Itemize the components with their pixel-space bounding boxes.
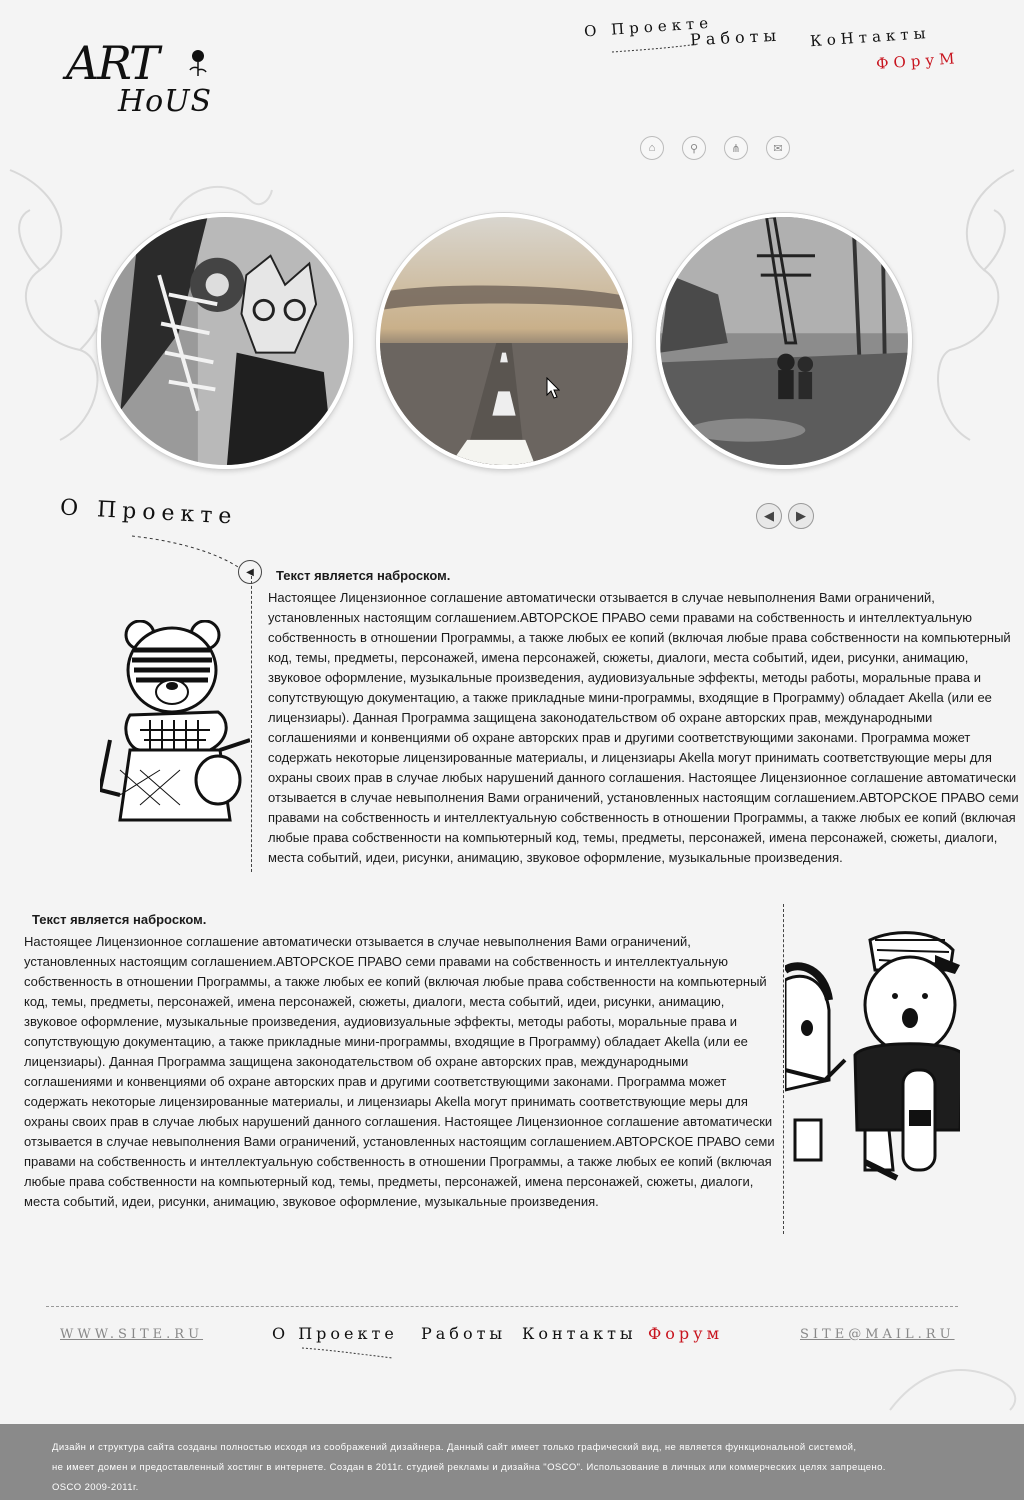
ornament-bottom-right [880, 1340, 1024, 1420]
copyright-line-3: OSCO 2009-2011г. [52, 1482, 139, 1493]
nav-underline [610, 40, 700, 56]
footer-divider [46, 1306, 958, 1307]
block2-heading: Текст является наброском. [32, 912, 207, 927]
cursor-icon [546, 377, 560, 399]
copyright-bar [0, 1424, 1024, 1500]
footer-link-about[interactable]: О Проекте [272, 1324, 398, 1343]
mail-icon[interactable]: ✉ [766, 136, 790, 160]
block2-text: Настоящее Лицензионное соглашение автоматически отзывается в случае невыполнения Вами ограничений, установленных настоящим соглашением.АВТОРСКОЕ ПРАВО семи правами на собственность и интеллектуальную собственность в отношении Программы, а также любых ее копий (включая любые права собственности на компьютерный код, темы, предметы, персонажей, имена персонажей, сюжеты, диалоги, места событий, идеи, рисунки, анимацию, звуковое оформление, музыкальные произведения, аудиовизуальные эффекты, методы работы, моральные права и сопутствующую документацию, а также прикладные мини-программы, входящие в Программу) обладает Akella (или ее лицензиары). Данная Программа защищена законодательством об охране авторских прав, международными соглашениями и конвенциями об охране авторских прав и другими соответствующими законами. Программа может содержать некоторые лицензированные материалы, и лицензиары Akella могут принимать соответствующие меры для охраны своих прав в случае любых нарушений данного соглашения. Настоящее Лицензионное соглашение автоматически отзывается в случае невыполнения Вами ограничений, установленных настоящим соглашением.АВТОРСКОЕ ПРАВО семи правами на собственность и интеллектуальную собственность в отношении Программы, а также любых ее копий (включая любые права собственности на компьютерный код, темы, предметы, персонажей, имена персонажей, сюжеты, диалоги, места событий, идеи, рисунки, анимацию, звуковое оформление, музыкальные произведения. [24, 934, 775, 1209]
footer-link-contacts[interactable]: Контакты [522, 1324, 637, 1343]
block1-text: Настоящее Лицензионное соглашение автоматически отзывается в случае невыполнения Вами ограничений, установленных настоящим соглашением.АВТОРСКОЕ ПРАВО семи правами на собственность и интеллектуальную собственность в отношении Программы, а также любых ее копий (включая любые права собственности на компьютерный код, темы, предметы, персонажей, имена персонажей, сюжеты, диалоги, места событий, идеи, рисунки, анимацию, звуковое оформление, музыкальные произведения, аудиовизуальные эффекты, методы работы, моральные права и сопутствующую документацию, а также прикладные мини-программы, входящие в Программу) обладает Akella (или ее лицензиары). Данная Программа защищена законодательством об охране авторских прав, международными соглашениями и конвенциями об охране авторских прав и другими соответствующими законами. Программа может содержать некоторые лицензированные материалы, и лицензиары Akella могут принимать соответствующие меры для охраны своих прав в случае любых нарушений данного соглашения. Настоящее Лицензионное соглашение автоматически отзывается в случае невыполнения Вами ограничений, установленных настоящим соглашением.АВТОРСКОЕ ПРАВО семи правами на собственность и интеллектуальную собственность в отношении Программы, а также любых ее копий (включая любые права собственности на компьютерный код, темы, предметы, персонажей, имена персонажей, сюжеты, диалоги, места событий, идеи, рисунки, анимацию, звуковое оформление, музыкальные произведения. [268, 590, 1019, 865]
bears-band-illustration [785, 930, 960, 1185]
logo-art-text: ART [66, 36, 158, 90]
block1-divider [251, 576, 252, 872]
block1-heading: Текст является наброском. [276, 568, 451, 583]
nav-link-forum[interactable]: ФОруМ [875, 49, 961, 73]
section-title: О Проекте [59, 495, 239, 530]
ornament-right [930, 150, 1024, 480]
footer-link-forum[interactable]: Форум [648, 1324, 724, 1343]
slider-next-button[interactable]: ▶ [788, 503, 814, 529]
copyright-line-2: не имеет домен и предоставленный хостинг в интернете. Создан в 2011г. студией рекламы и дизайна "OSCO". Использование в личных или коммерческих целях запрещено. [52, 1462, 886, 1473]
slide-image-collage[interactable] [97, 213, 353, 469]
nav-link-works[interactable]: Работы [689, 25, 782, 50]
logo-hous-text: HoUS [118, 84, 213, 119]
search-icon[interactable]: ⚲ [682, 136, 706, 160]
nav-link-about[interactable]: О Проекте [583, 13, 714, 41]
bear-illustration [100, 620, 250, 845]
slide-image-road[interactable] [376, 213, 632, 469]
slider-prev-button[interactable]: ◀ [756, 503, 782, 529]
block2-divider [783, 904, 784, 1234]
slide-image-landscape[interactable] [656, 213, 912, 469]
copyright-line-1: Дизайн и структура сайта созданы полностью исходя из соображений дизайнера. Данный сайт имеет только графический вид, не является функциональной системой, [52, 1442, 857, 1453]
slider-controls [756, 503, 814, 529]
footer-site-link[interactable]: WWW.SITE.RU [60, 1327, 204, 1342]
about-text-block-2 [24, 910, 776, 1212]
footer-link-works[interactable]: Работы [421, 1324, 507, 1343]
road-photo [380, 217, 628, 465]
sitemap-icon[interactable]: ⋔ [724, 136, 748, 160]
collage-illustration [101, 217, 349, 465]
rose-icon [186, 48, 210, 78]
footer-email-link[interactable]: SITE@MAIL.RU [800, 1327, 955, 1342]
footer-underline [300, 1346, 400, 1360]
landscape-photo [660, 217, 908, 465]
section-bullet-icon: ◀ [238, 560, 262, 584]
about-text-block-1 [268, 566, 1020, 868]
nav-link-contacts[interactable]: КоНтакты [809, 23, 932, 51]
logo[interactable] [66, 36, 216, 131]
toolbar-icons [640, 136, 790, 160]
home-icon[interactable]: ⌂ [640, 136, 664, 160]
